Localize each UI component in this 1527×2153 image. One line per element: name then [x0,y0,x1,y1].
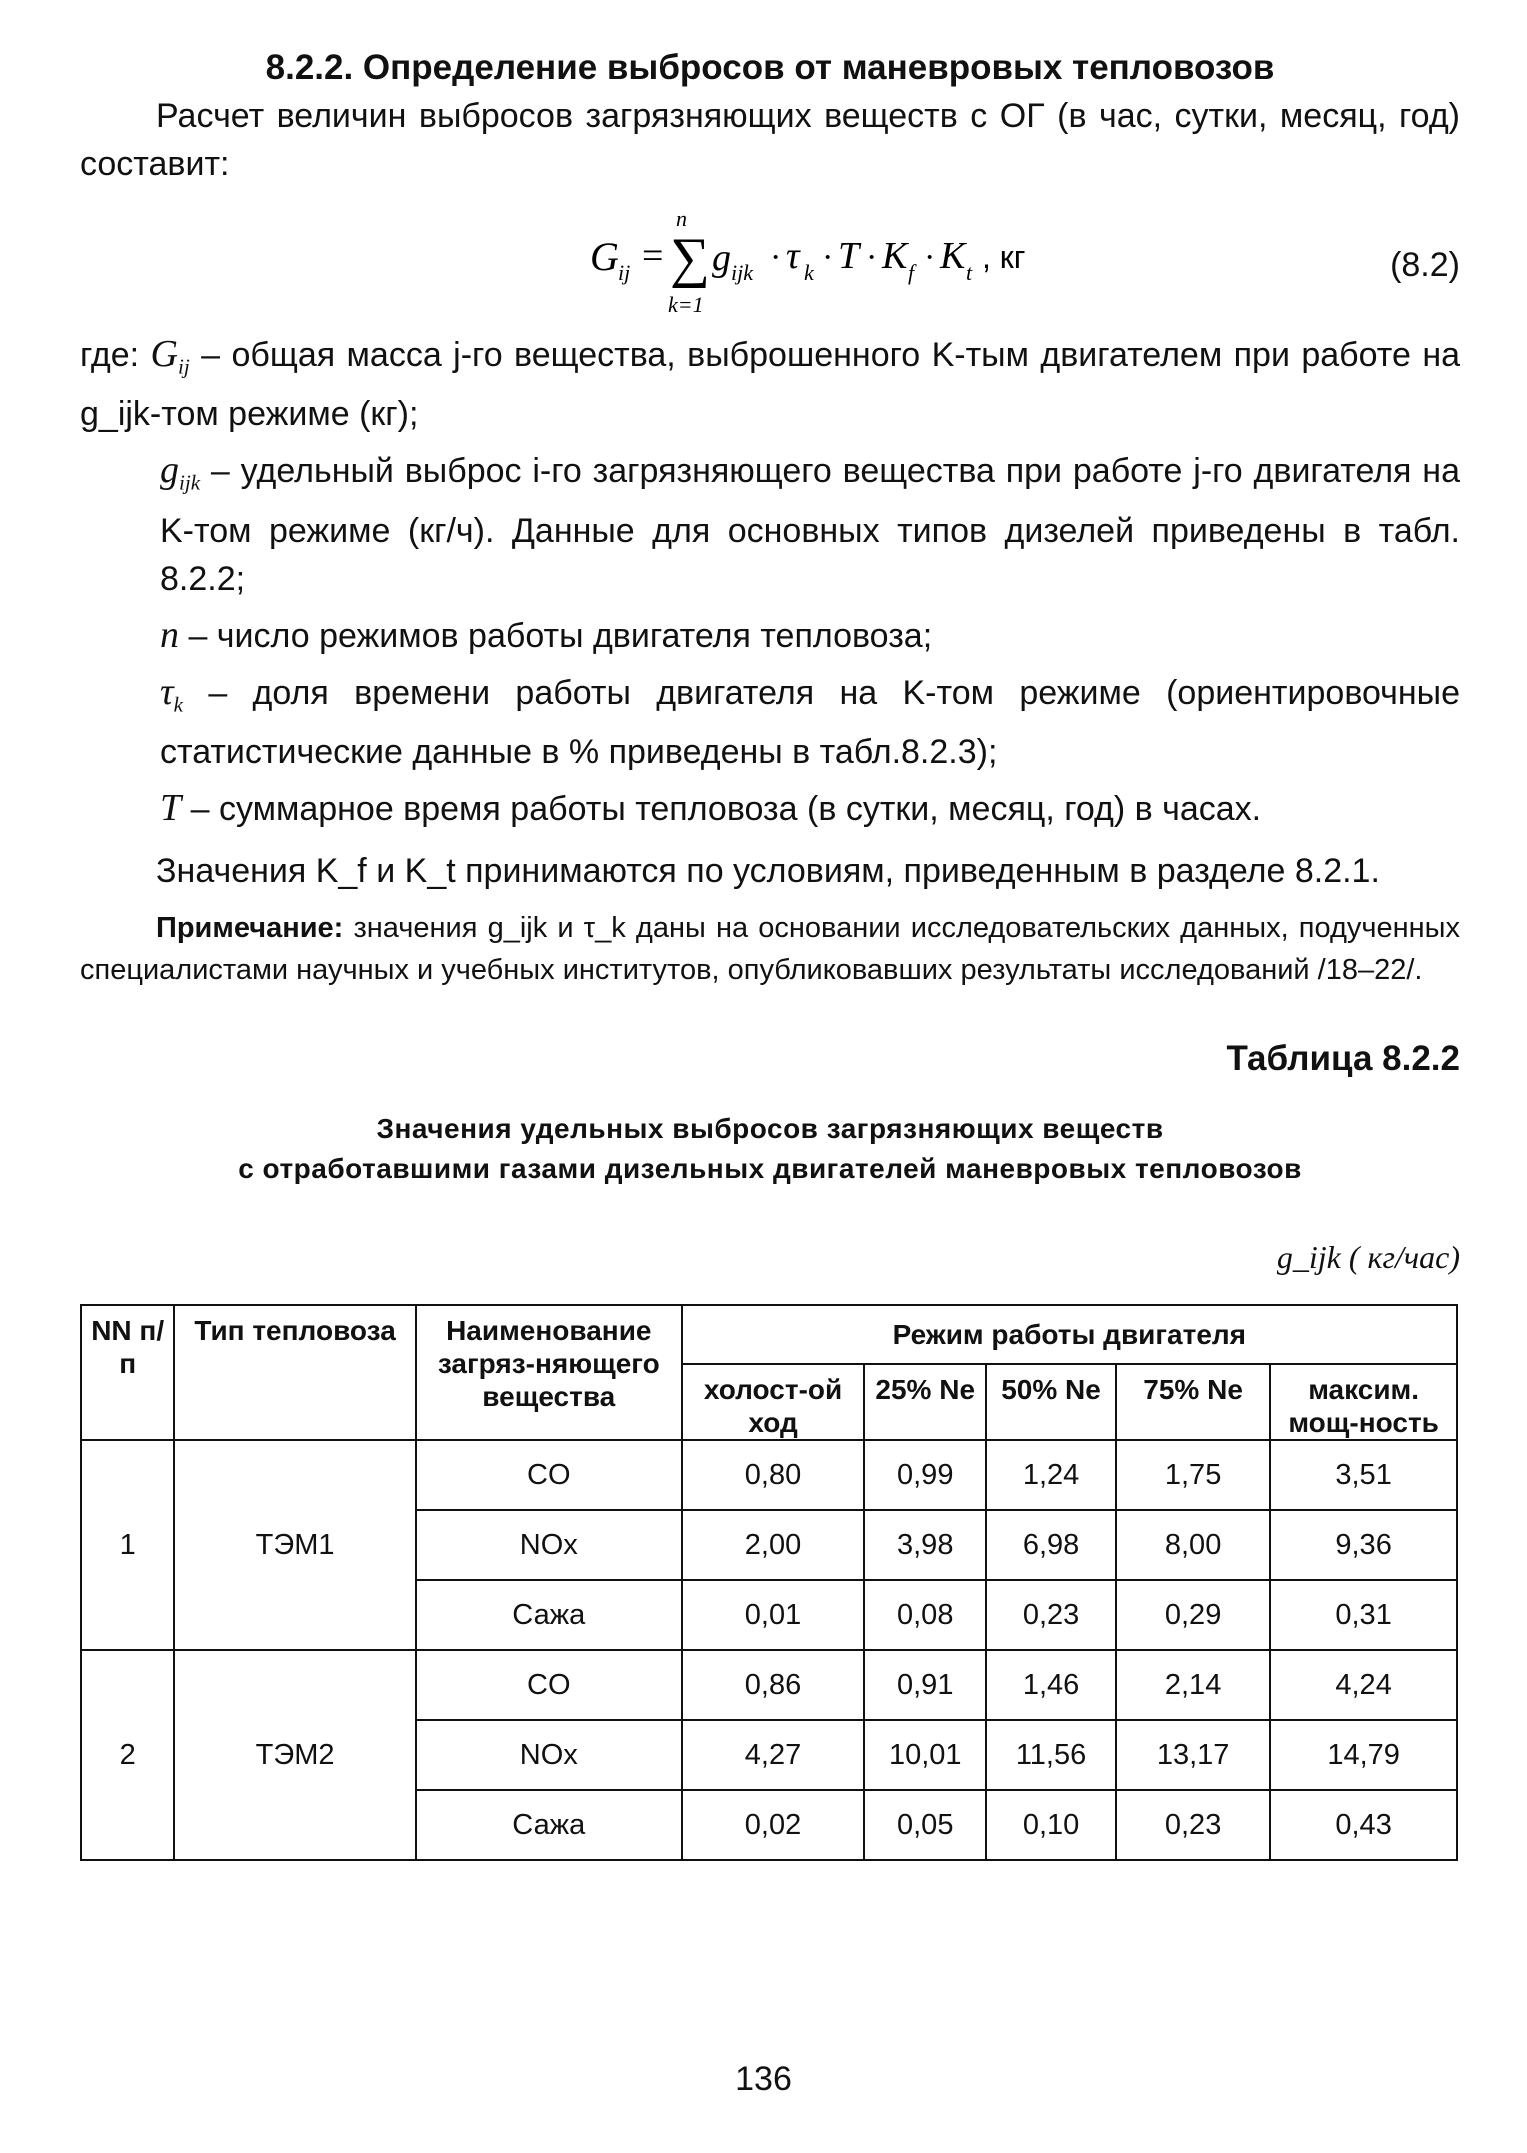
svg-text:f: f [908,260,915,285]
definition-item: $g_{ijk}$ – удельный выброс i-го загрязняющего вещества при работе j-го двигателя на K-том режиме (кг/ч). Данные для основных типов дизелей приведены в табл. 8.2.2; [160,449,1460,598]
note-paragraph [80,907,1460,991]
table-title: Таблица 8.2.2 [1226,1039,1460,1079]
header-mode-idle: холост-ой ход [682,1364,865,1440]
header-mode: Режим работы двигателя [682,1305,1457,1364]
svg-text:·: · [822,239,834,276]
table-row: 2 ТЭМ2 CO 0,86 0,91 1,46 2,14 4,24 [81,1650,1457,1720]
header-substance: Наименование загряз-няющего вещества [416,1305,682,1440]
definition-item: n – число режимов работы двигателя тепловоза; [160,613,933,656]
svg-text:·: · [770,239,782,276]
svg-text:ijk: ijk [731,260,753,285]
header-mode-max: максим. мощ-ность [1270,1364,1457,1440]
header-type: Тип тепловоза [174,1305,416,1440]
header-mode-50: 50% Ne [986,1364,1116,1440]
svg-text:t: t [966,260,973,285]
svg-text:·: · [866,239,878,276]
page-number: 136 [735,2060,792,2098]
formula-equals: = [642,235,664,277]
header-mode-25: 25% Ne [864,1364,986,1440]
formula-sigma: ∑ [670,227,710,289]
definitions-list [80,330,1460,833]
svg-text:k: k [804,260,814,285]
formula-sum-upper: n [676,208,687,231]
note-label: Примечание: [156,912,344,945]
svg-text:K: K [882,235,908,277]
svg-text:T: T [838,235,860,277]
formula-terms: g [712,237,731,279]
page [80,48,1460,1861]
table-row: NOx 2,00 3,98 6,98 8,00 9,36 [81,1510,1457,1580]
table-row: Сажа 0,01 0,08 0,23 0,29 0,31 [81,1580,1457,1650]
formula-lhs-sub: ij [618,260,631,285]
header-nn: NN п/п [81,1305,174,1440]
formula-number: (8.2) [1390,246,1460,284]
definition-item: где: $G_{ij}$ – общая масса j-го вещества, выброшенного K-тым двигателем при работе на g_ijk-том режиме (кг); [80,333,1461,434]
formula-unit: , кг [982,239,1026,275]
table-units: g_ijk ( кг/час) [1276,1239,1460,1276]
table-row: NOx 4,27 10,01 11,56 13,17 14,79 [81,1720,1457,1790]
intro-paragraph: Расчет величин выбросов загрязняющих веществ с ОГ (в час, сутки, месяц, год) составит: [80,97,1460,183]
svg-text:K: K [940,235,966,277]
kf-paragraph: Значения K_f и K_t принимаются по условиям, приведенным в разделе 8.2.1. [156,852,1380,891]
formula-lhs: G [590,234,619,279]
table-row: Сажа 0,02 0,05 0,10 0,23 0,43 [81,1790,1457,1860]
definition-item: $\tau_k$ – доля времени работы двигателя на K-том режиме (ориентировочные статистические данные в % приведены в табл.8.2.3); [160,670,1460,772]
formula-8-2 [80,196,1460,326]
svg-text:τ: τ [786,235,800,277]
header-mode-75: 75% Ne [1116,1364,1270,1440]
formula-sum-lower: k=1 [668,292,704,317]
emissions-table [80,1304,1458,1861]
formula-expression [590,208,1190,318]
note-text: значения g_ijk и τ_k даны на основании исследовательских данных, подученных специалистами научных и учебных институтов, опубликовавших результаты исследований /18–22/. [80,912,1460,987]
table-row: 1 ТЭМ1 CO 0,80 0,99 1,24 1,75 3,51 [81,1440,1457,1510]
svg-text:·: · [924,239,936,276]
table-caption: Значения удельных выбросов загрязняющих веществ с отработавшими газами дизельных двигателей маневровых тепловозов [238,1113,1302,1185]
definition-item: T – суммарное время работы тепловоза (в сутки, месяц, год) в часах. [160,787,1262,830]
section-heading: 8.2.2. Определение выбросов от маневровых тепловозов [265,48,1275,87]
